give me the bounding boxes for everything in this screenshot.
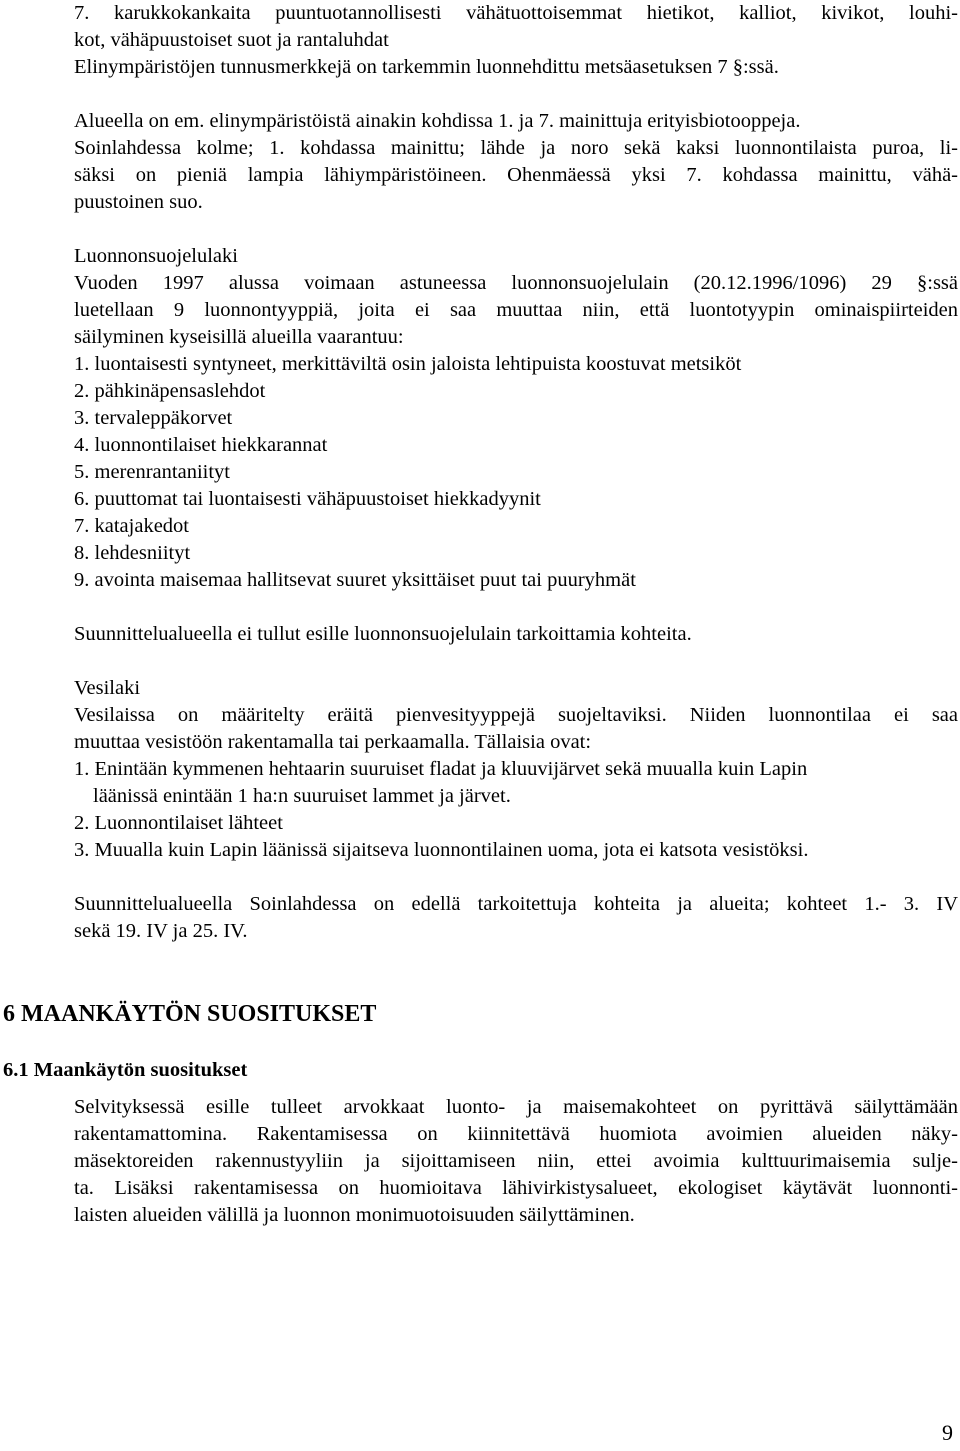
intro-line-1: 7. karukkokankaita puuntuotannollisesti vähätuottoisemmat hietikot, kalliot, kivikot, louhi- <box>74 2 958 24</box>
subsection-title: 6.1 Maankäytön suositukset <box>3 1059 248 1081</box>
section6-last-line: laisten alueiden välillä ja luonnon monimuotoisuuden säilyttäminen. <box>74 1204 635 1226</box>
alue-line-3: säksi on pieniä lampia lähiympäristöineen. Ohenmäessä yksi 7. kohdassa mainittu, vähä- <box>74 164 958 186</box>
lsl-list-item: 2. pähkinäpensaslehdot <box>74 380 266 402</box>
vesilaki-heading: Vesilaki <box>74 677 141 699</box>
section6-line: mäsektoreiden rakennustyyliin ja sijoittamiseen niin, ettei avoimia kulttuurimaisemia sulje- <box>74 1150 958 1172</box>
lsl-conclusion: Suunnittelualueella ei tullut esille luonnonsuojelulain tarkoittamia kohteita. <box>74 623 692 645</box>
intro-line-3: Elinympäristöjen tunnusmerkkejä on tarkemmin luonnehdittu metsäasetuksen 7 §:ssä. <box>74 56 779 78</box>
page-number: 9 <box>942 1420 953 1445</box>
vesilaki-item-2: 2. Luonnontilaiset lähteet <box>74 812 283 834</box>
lsl-list-item: 1. luontaisesti syntyneet, merkittäviltä osin jaloista lehtipuista koostuvat metsiköt <box>74 353 742 375</box>
lsl-line-1: Vuoden 1997 alussa voimaan astuneessa luonnonsuojelulain (20.12.1996/1096) 29 §:ssä <box>74 272 958 294</box>
section6-line: Selvityksessä esille tulleet arvokkaat luonto- ja maisemakohteet on pyrittävä säilyttämään <box>74 1096 958 1118</box>
lsl-line-3: säilyminen kyseisillä alueilla vaarantuu: <box>74 326 404 348</box>
lsl-list-item: 9. avointa maisemaa hallitsevat suuret yksittäiset puut tai puuryhmät <box>74 569 636 591</box>
section6-line: rakentamattomina. Rakentamisessa on kiinnitettävä huomiota avoimien alueiden näky- <box>74 1123 958 1145</box>
lsl-list-item: 3. tervaleppäkorvet <box>74 407 233 429</box>
vesilaki-conclusion-2: sekä 19. IV ja 25. IV. <box>74 920 248 942</box>
alue-line-2: Soinlahdessa kolme; 1. kohdassa mainittu; lähde ja noro sekä kaksi luonnontilaista puroa, li- <box>74 137 958 159</box>
vesilaki-line-2: muuttaa vesistöön rakentamalla tai perkaamalla. Tällaisia ovat: <box>74 731 592 753</box>
lsl-list-item: 6. puuttomat tai luontaisesti vähäpuustoiset hiekkadyynit <box>74 488 541 510</box>
lsl-list-item: 7. katajakedot <box>74 515 189 537</box>
vesilaki-item-1a: 1. Enintään kymmenen hehtaarin suuruiset fladat ja kluuvijärvet sekä muualla kuin Lapin <box>74 758 808 780</box>
lsl-line-2: luetellaan 9 luonnontyyppiä, joita ei saa muuttaa niin, että luontotyypin ominaispiirteiden <box>74 299 958 321</box>
lsl-list-item: 8. lehdesniityt <box>74 542 191 564</box>
vesilaki-item-3: 3. Muualla kuin Lapin läänissä sijaitseva luonnontilainen uoma, jota ei katsota vesistöksi. <box>74 839 809 861</box>
section-title: 6 MAANKÄYTÖN SUOSITUKSET <box>3 1001 377 1027</box>
luonnonsuojelulaki-heading: Luonnonsuojelulaki <box>74 245 238 267</box>
intro-line-2: kot, vähäpuustoiset suot ja rantaluhdat <box>74 29 389 51</box>
alue-line-1: Alueella on em. elinympäristöistä ainakin kohdissa 1. ja 7. mainittuja erityisbiotooppeja. <box>74 110 801 132</box>
alue-line-4: puustoinen suo. <box>74 191 203 213</box>
vesilaki-item-1b: läänissä enintään 1 ha:n suuruiset lammet ja järvet. <box>93 785 511 807</box>
vesilaki-conclusion-1: Suunnittelualueella Soinlahdessa on edellä tarkoitettuja kohteita ja alueita; kohteet 1.- 3. IV <box>74 893 958 915</box>
lsl-list-item: 5. merenrantaniityt <box>74 461 230 483</box>
lsl-list-item: 4. luonnontilaiset hiekkarannat <box>74 434 328 456</box>
section6-line: ta. Lisäksi rakentamisessa on huomioitava lähivirkistysalueet, ekologiset käytävät luonnonti- <box>74 1177 958 1199</box>
vesilaki-line-1: Vesilaissa on määritelty eräitä pienvesityyppejä suojeltaviksi. Niiden luonnontilaa ei saa <box>74 704 958 726</box>
